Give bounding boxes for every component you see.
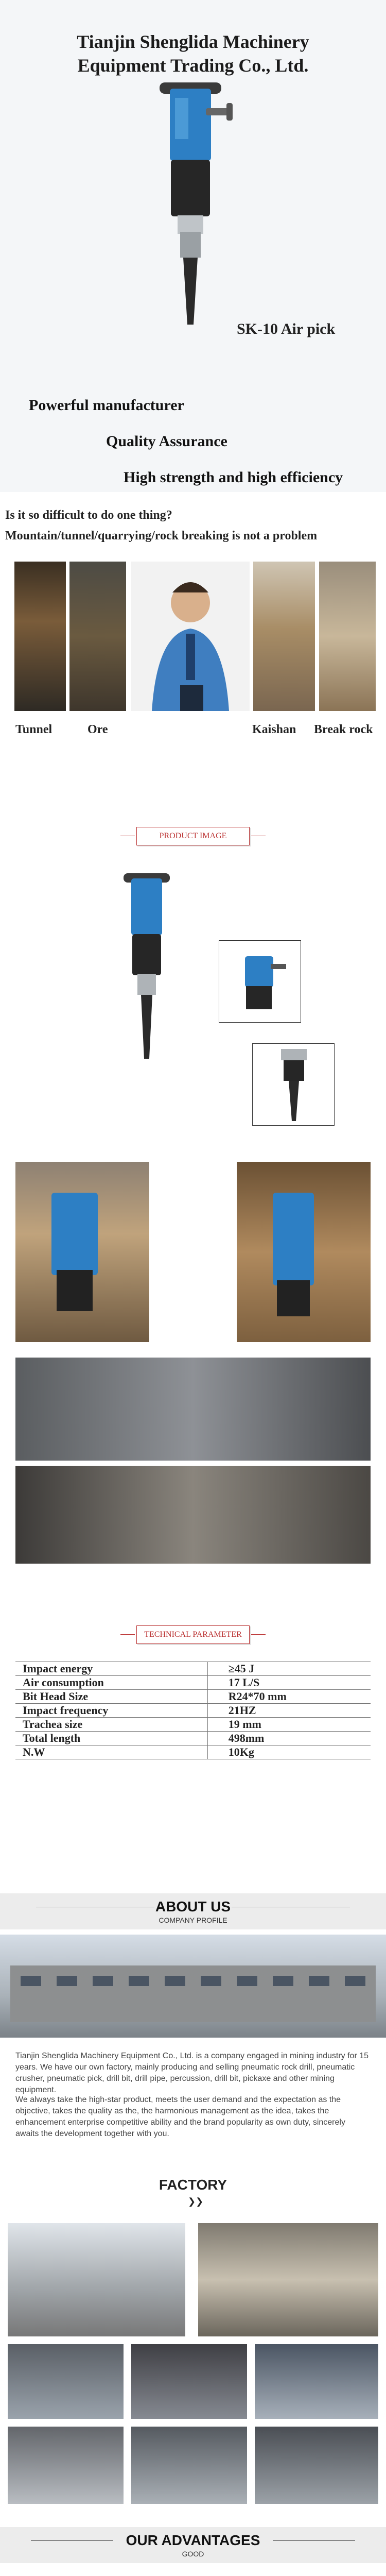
- slogan-1: Powerful manufacturer: [29, 397, 184, 414]
- question-line1: Is it so difficult to do one thing?: [5, 509, 172, 522]
- exhibition-photo-3: [255, 2344, 378, 2419]
- param-row: [15, 1732, 371, 1745]
- slogan-2: Quality Assurance: [106, 433, 227, 450]
- tunnel-photo: [14, 562, 66, 711]
- param-row: [15, 1662, 371, 1676]
- model-name: SK-10 Air pick: [237, 320, 336, 337]
- product-image-tag: PRODUCT IMAGE: [136, 827, 250, 845]
- caption-kaishan: Kaishan: [252, 723, 296, 736]
- param-value: R24*70 mm: [207, 1690, 371, 1704]
- factory-photo-1: [15, 1162, 149, 1342]
- param-value: 498mm: [207, 1732, 371, 1745]
- about-section: [0, 1852, 386, 2172]
- param-value: ≥45 J: [207, 1662, 371, 1676]
- param-name: Bit Head Size: [15, 1690, 207, 1704]
- param-row: [15, 1745, 371, 1759]
- product-front-image: [108, 868, 190, 1064]
- about-banner: [0, 1893, 386, 1929]
- param-row: [15, 1690, 371, 1704]
- param-row: [15, 1676, 371, 1690]
- advantages-section: [0, 2522, 386, 2576]
- product-thumb-1[interactable]: [219, 940, 301, 1023]
- chevron-down-icon: ❯❯: [188, 2196, 204, 2207]
- param-name: Air consumption: [15, 1676, 207, 1690]
- caption-tunnel: Tunnel: [15, 723, 52, 736]
- factory-title: FACTORY: [159, 2177, 227, 2193]
- advantages-subtitle: GOOD: [182, 2550, 204, 2558]
- hero-section: [0, 0, 386, 492]
- param-name: Trachea size: [15, 1718, 207, 1732]
- technical-section: [0, 1625, 386, 1852]
- about-title: ABOUT US: [155, 1899, 231, 1914]
- about-paragraph-1: Tianjin Shenglida Machinery Equipment Co., Ltd. is a company engaged in mining industry for 15 years. We have our own factory, mainly producing and selling pneumatic rock drill, pneumatic crusher, pneumatic pick, drill bit, drill pipe, percussion, drill bit, pickaxe and other mining equipment.: [15, 2052, 369, 2094]
- caption-break-rock: Break rock: [314, 723, 373, 736]
- customer-photo-3: [255, 2427, 378, 2504]
- company-building-photo: [0, 1935, 386, 2038]
- caption-ore: Ore: [87, 723, 108, 736]
- factory-section: [0, 2172, 386, 2522]
- exhibition-photo-2: [131, 2344, 247, 2419]
- advantages-title: OUR ADVANTAGES: [126, 2532, 260, 2548]
- advantages-banner: [0, 2527, 386, 2563]
- param-value: 19 mm: [207, 1718, 371, 1732]
- factory-photo-2: [237, 1162, 371, 1342]
- param-name: Impact energy: [15, 1662, 207, 1676]
- param-row: [15, 1704, 371, 1718]
- param-value: 17 L/S: [207, 1676, 371, 1690]
- break-rock-photo: [319, 562, 376, 711]
- exhibition-photo-1: [8, 2344, 124, 2419]
- thinking-man-photo: [131, 562, 250, 711]
- kaishan-photo: [253, 562, 315, 711]
- about-subtitle: COMPANY PROFILE: [159, 1916, 227, 1924]
- param-value: 10Kg: [207, 1745, 371, 1759]
- slogan-3: High strength and high efficiency: [124, 469, 343, 486]
- params-table: [15, 1662, 371, 1759]
- air-pick-hero-image: [139, 77, 252, 330]
- param-name: Impact frequency: [15, 1704, 207, 1718]
- company-name-line2: Equipment Trading Co., Ltd.: [77, 55, 309, 76]
- customer-photo-2: [131, 2427, 247, 2504]
- factory-exterior-photo: [8, 2223, 185, 2336]
- workshop-photo-1: [15, 1358, 371, 1461]
- question-line2: Mountain/tunnel/quarrying/rock breaking is not a problem: [5, 529, 318, 543]
- product-image-section: [0, 801, 386, 1625]
- factory-office-photo: [198, 2223, 378, 2336]
- product-thumb-2[interactable]: [252, 1043, 335, 1126]
- customer-photo-1: [8, 2427, 124, 2504]
- company-name-line1: Tianjin Shenglida Machinery: [77, 31, 309, 52]
- param-value: 21HZ: [207, 1704, 371, 1718]
- technical-tag: TECHNICAL PARAMETER: [136, 1625, 250, 1644]
- ore-photo: [69, 562, 126, 711]
- workshop-photo-2: [15, 1466, 371, 1564]
- about-paragraph-2: We always take the high-star product, meets the user demand and the expectation as the objective, takes the quality as the, the harmonious management as the idea, takes the enhancement enterprise competitive ability and the brand popularity as own duty, sincerely awaits the development together with you.: [15, 2095, 345, 2138]
- param-name: N.W: [15, 1745, 207, 1759]
- param-row: [15, 1718, 371, 1732]
- company-name: [0, 30, 386, 77]
- param-name: Total length: [15, 1732, 207, 1745]
- question-section: [0, 492, 386, 801]
